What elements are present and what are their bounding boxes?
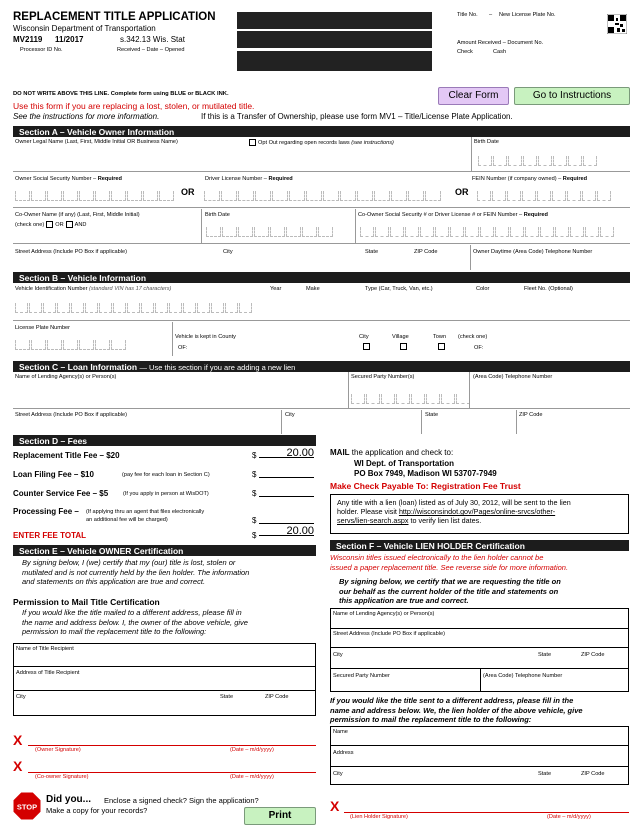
clear-form-button[interactable]: Clear Form: [438, 87, 509, 105]
mail-addr-1: WI Dept. of Transportation: [354, 459, 454, 468]
counter-fee-amount[interactable]: [259, 487, 314, 497]
fee-total-label: ENTER FEE TOTAL: [13, 531, 87, 540]
perm-title: Permission to Mail Title Certification: [13, 597, 160, 607]
counter-fee-note: (If you apply in person at WisDOT): [123, 491, 209, 497]
lien-cert-text: By signing below, we certify that we are requesting the title on our behalf as the current holder of the title and statements on this application are true and correct.: [339, 577, 561, 605]
processing-note-1: (If applying thru an agent that files electronically: [86, 509, 205, 515]
replacement-fee-amount[interactable]: 20.00: [259, 448, 314, 458]
lien-recip-zip-label: ZIP Code: [581, 771, 605, 777]
lien-secured-label: Secured Party Number: [333, 673, 390, 679]
check-label: Check: [457, 49, 473, 55]
recipient-box: [13, 643, 316, 716]
lien-diff-text: If you would like the title sent to a different address, please fill in the name and address below. We, the lien holder of the above vehicle, give permission to mail the replacement title to the following:: [330, 696, 583, 724]
owner-sig-x: X: [13, 732, 23, 748]
section-d-header: Section D – Fees: [13, 435, 316, 446]
counter-fee-label: Counter Service Fee – $5: [13, 489, 109, 498]
lien-warning: Wisconsin titles issued electronically to the lien holder cannot be issued a paper replacement title. See reverse side for more information.: [330, 553, 569, 572]
street-label: Street Address (Include PO Box if applicable): [15, 249, 127, 255]
and-checkbox[interactable]: [66, 221, 73, 228]
type-label: Type (Car, Truck, Van, etc.): [365, 286, 433, 292]
lien-street-label: Street Address (Include PO Box if applicable): [333, 631, 445, 637]
dl-label: Driver License Number – Required: [205, 176, 293, 182]
qr-code-icon: [607, 14, 627, 34]
of-label-2: OF:: [474, 345, 484, 351]
opt-out-text: Opt Out regarding open records laws: [258, 139, 350, 146]
make-label: Make: [306, 286, 320, 292]
loan-city-label: City: [285, 412, 295, 418]
section-c-header: Section C – Loan Information — Use this section if you are adding a new lien: [13, 361, 630, 372]
co-birth-label: Birth Date: [205, 212, 230, 218]
mail-addr-2: PO Box 7949, Madison WI 53707-7949: [354, 469, 497, 478]
instructions-button[interactable]: Go to Instructions: [514, 87, 630, 105]
section-b-header: Section B – Vehicle Information: [13, 272, 630, 283]
phone-label: Owner Daytime (Area Code) Telephone Number: [473, 249, 593, 255]
received-label: Received – Date – Opened: [117, 47, 185, 53]
color-label: Color: [476, 286, 490, 292]
loan-fee-label: Loan Filing Fee – $10: [13, 470, 94, 479]
fein-boxes[interactable]: [477, 191, 611, 201]
section-e-header: Section E – Vehicle OWNER Certification: [13, 545, 316, 556]
lien-date-label: (Date – m/d/yyyy): [547, 814, 591, 820]
use-form-note: Use this form if you are replacing a lost, stolen, or mutilated title.: [13, 101, 255, 111]
recip-state-label: State: [220, 694, 234, 700]
city-opt-label: City: [359, 334, 369, 340]
loan-street-label: Street Address (Include PO Box if applicable): [15, 412, 127, 418]
section-a-header: Section A – Vehicle Owner Information: [13, 126, 630, 137]
fleet-label: Fleet No. (Optional): [524, 286, 573, 292]
check-one-label: (check one): [458, 334, 488, 340]
lien-search-link-2[interactable]: servs/lien-search.aspx: [337, 516, 409, 525]
lien-address-label: Address: [333, 750, 354, 756]
dollar-1: $: [252, 451, 257, 460]
vin-label: Vehicle Identification Number (standard VIN has 17 characters): [15, 286, 172, 292]
see-instructions-note: See the instructions for more information.: [13, 112, 160, 121]
stop-sign-text: STOP: [16, 802, 38, 812]
payable-to: Make Check Payable To: Registration Fee Trust: [330, 481, 521, 491]
town-checkbox[interactable]: [438, 343, 445, 350]
did-you-2: Make a copy for your records?: [46, 806, 148, 815]
town-label: Town: [433, 334, 447, 340]
form-date: 11/2017: [55, 35, 84, 44]
dash-sep: –: [489, 12, 493, 18]
village-label: Village: [392, 334, 409, 340]
lender-label: Name of Lending Agency(s) or Person(s): [15, 374, 117, 380]
recip-name-label: Name of Title Recipient: [16, 646, 74, 652]
co-ssn-label: Co-Owner Social Security # or Driver License # or FEIN Number – Required: [358, 212, 548, 218]
opt-out-see: (see instructions): [351, 139, 394, 146]
co-ssn-boxes[interactable]: [360, 227, 614, 237]
stop-sign-icon: [13, 792, 41, 820]
did-you: Did you...: [46, 794, 91, 805]
birth-date-label: Birth Date: [474, 139, 499, 145]
lien-phone-label: (Area Code) Telephone Number: [483, 673, 563, 679]
print-button[interactable]: Print: [244, 807, 316, 825]
city-checkbox[interactable]: [363, 343, 370, 350]
county-label: Vehicle is kept in County: [175, 334, 236, 340]
processing-note-2: an additional fee will be charged): [86, 517, 168, 523]
opt-out-label[interactable]: [247, 139, 394, 146]
plate-label: New License Plate No.: [499, 12, 556, 18]
or-checkbox[interactable]: [46, 221, 53, 228]
ssn-label: Owner Social Security Number – Required: [15, 176, 122, 182]
processor-id-label: Processor ID No.: [20, 47, 63, 53]
section-f-header: Section F – Vehicle LIEN HOLDER Certification: [330, 540, 629, 551]
co-sig-label: (Co-owner Signature): [35, 774, 89, 780]
state-label: State: [365, 249, 379, 255]
lien-city-label: City: [333, 652, 343, 658]
lien-recip-state-label: State: [538, 771, 552, 777]
owner-name-label: Owner Legal Name (Last, First, Middle Initial OR Business Name): [15, 139, 178, 145]
secured-boxes[interactable]: [351, 394, 470, 404]
recip-addr-label: Address of Title Recipient: [16, 670, 80, 676]
loan-fee-note: (pay fee for each loan in Section C): [122, 472, 210, 478]
form-number: MV2119: [13, 35, 43, 44]
did-you-1: Enclose a signed check? Sign the application?: [104, 796, 259, 805]
lien-sig-x: X: [330, 798, 340, 814]
lien-sig-label: (Lien Holder Signature): [350, 814, 408, 820]
form-title: REPLACEMENT TITLE APPLICATION: [13, 11, 216, 23]
of-label-1: OF:: [178, 345, 188, 351]
lien-search-link[interactable]: http://wisconsindot.gov/Pages/online-srvcs/other-: [398, 507, 556, 516]
cash-label: Cash: [493, 49, 507, 55]
secured-label: Secured Party Number(s): [351, 374, 415, 380]
perm-text: If you would like the title mailed to a different address, please fill in the name and address below. I, the owner of the above vehicle, give permission to mail the replacement title to the following:: [22, 608, 248, 636]
village-checkbox[interactable]: [400, 343, 407, 350]
processing-fee-label: Processing Fee –: [13, 507, 79, 516]
loan-fee-amount[interactable]: [259, 468, 314, 478]
dept-name: Wisconsin Department of Transportation: [13, 24, 156, 33]
transfer-note: If this is a Transfer of Ownership, please use form MV1 – Title/License Plate Application.: [201, 112, 513, 121]
recip-zip-label: ZIP Code: [265, 694, 289, 700]
birth-date-boxes[interactable]: [478, 156, 597, 166]
co-sig-x: X: [13, 758, 23, 774]
zip-label: ZIP Code: [414, 249, 438, 255]
co-owner-check: (check one) OR AND: [15, 221, 87, 228]
lien-state-label: State: [538, 652, 552, 658]
fein-label: FEIN Number (if company owned) – Required: [472, 176, 588, 182]
title-no-label: Title No.: [457, 12, 478, 18]
city-label: City: [223, 249, 233, 255]
or-separator-2: OR: [455, 187, 469, 197]
lien-zip-label: ZIP Code: [581, 652, 605, 658]
owner-sig-label: (Owner Signature): [35, 747, 81, 753]
lien-lender-label: Name of Lending Agency(s) or Person(s): [333, 611, 435, 617]
loan-phone-label: (Area Code) Telephone Number: [473, 374, 553, 380]
vin-boxes[interactable]: [15, 303, 252, 313]
loan-zip-label: ZIP Code: [519, 412, 543, 418]
recip-city-label: City: [16, 694, 26, 700]
do-not-write-note: DO NOT WRITE ABOVE THIS LINE. Complete form using BLUE or BLACK INK.: [13, 91, 229, 97]
replacement-fee-label: Replacement Title Fee – $20: [13, 451, 120, 460]
fee-total-amount[interactable]: 20.00: [259, 526, 314, 536]
loan-state-label: State: [425, 412, 439, 418]
co-date-label: (Date – m/d/yyyy): [230, 774, 274, 780]
year-label: Year: [270, 286, 282, 292]
office-use-block-3: [237, 51, 432, 71]
co-birth-boxes[interactable]: [206, 227, 333, 237]
ssn-boxes[interactable]: [15, 191, 174, 201]
dollar-4: $: [252, 516, 257, 525]
office-use-block-2: [237, 31, 432, 48]
owner-cert-text: By signing below, I (we) certify that my (our) title is lost, stolen or mutilated and is not currently held by the lien holder. The information and statements on this application are true and correct.: [22, 558, 250, 586]
plate-boxes[interactable]: [15, 340, 126, 350]
dollar-2: $: [252, 470, 257, 479]
plate-label: License Plate Number: [15, 325, 71, 331]
mail-instructions: MAIL the application and check to:: [330, 448, 454, 457]
dl-boxes[interactable]: [204, 191, 441, 201]
co-owner-label: Co-Owner Name (if any) (Last, First, Middle Initial): [15, 212, 140, 218]
dollar-5: $: [252, 531, 257, 540]
owner-date-label: (Date – m/d/yyyy): [230, 747, 274, 753]
opt-out-checkbox[interactable]: [249, 139, 256, 146]
lien-note-box: Any title with a lien (loan) listed as of July 30, 2012, will be sent to the lien holder. Please visit http://wisconsindot.gov/Pages/online-srvcs/other- servs/lien-search.aspx to verify lien list dates.: [330, 494, 629, 534]
processing-fee-amount[interactable]: [259, 514, 314, 524]
amount-label: Amount Received – Document No.: [457, 40, 544, 46]
lien-name-label: Name: [333, 729, 348, 735]
or-separator-1: OR: [181, 187, 195, 197]
dollar-3: $: [252, 489, 257, 498]
statute: s.342.13 Wis. Stat: [120, 35, 185, 44]
office-use-block-1: [237, 12, 432, 29]
lien-recip-city-label: City: [333, 771, 343, 777]
